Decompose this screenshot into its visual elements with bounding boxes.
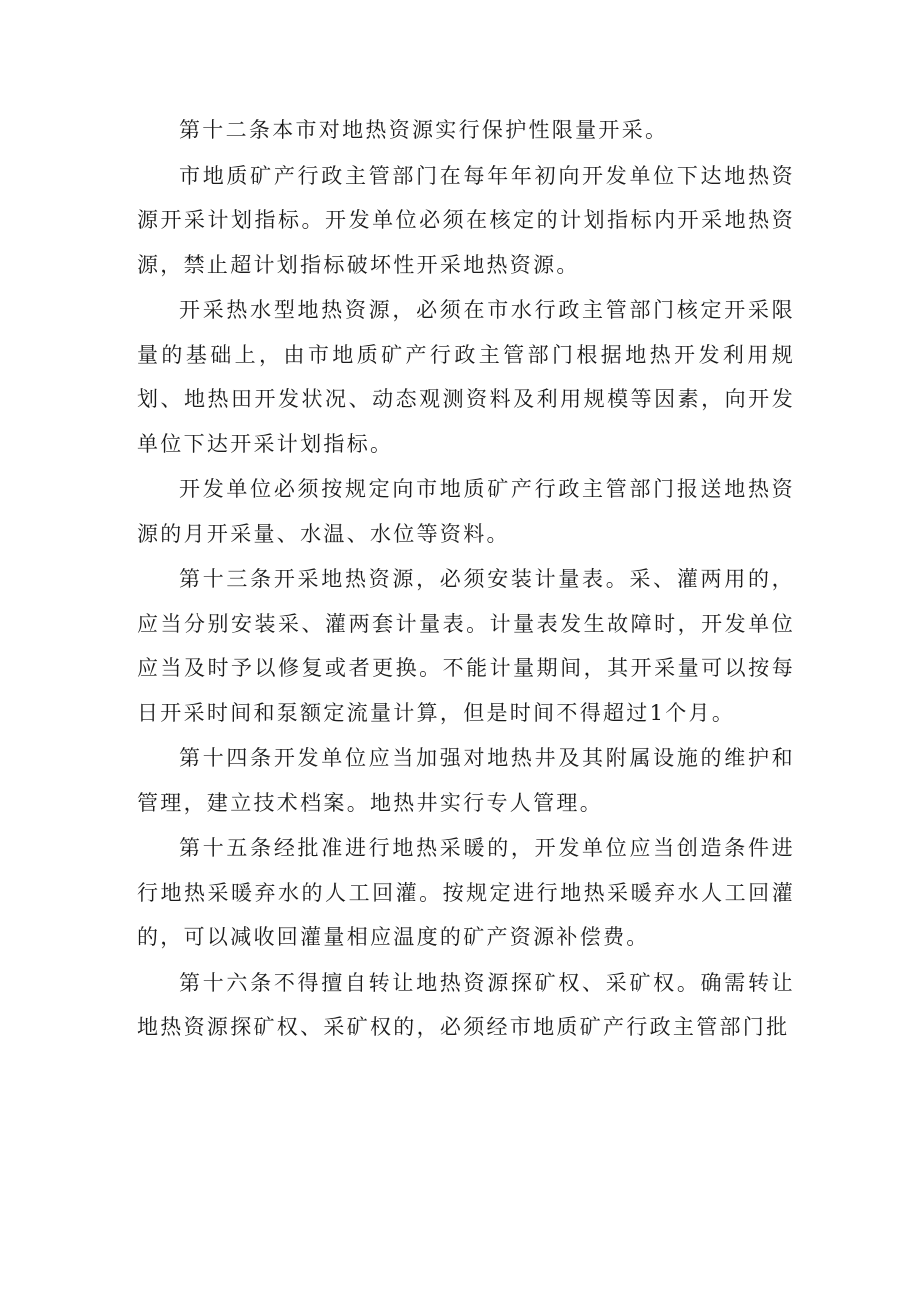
paragraph-hot-water-limit: 开采热水型地热资源，必须在市水行政主管部门核定开采限量的基础上，由市地质矿产行政主管部门根据地热开发利用规划、地热田开发状况、动态观测资料及利用规模等因素，向开发单位下达开采计划指标。 bbox=[137, 298, 795, 456]
paragraph-article-16: 第十六条不得擅自转让地热资源探矿权、采矿权。确需转让地热资源探矿权、采矿权的，必须经市地质矿产行政主管部门批 bbox=[137, 970, 795, 1039]
document-body bbox=[137, 108, 795, 1050]
paragraph-article-13: 第十三条开采地热资源，必须安装计量表。采、灌两用的，应当分别安装采、灌两套计量表。计量表发生故障时，开发单位应当及时予以修复或者更换。不能计量期间，其开采量可以按每日开采时间和泵额定流量计算，但是时间不得超过1个月。 bbox=[137, 567, 795, 725]
paragraph-annual-plan: 市地质矿产行政主管部门在每年年初向开发单位下达地热资源开采计划指标。开发单位必须在核定的计划指标内开采地热资源，禁止超计划指标破坏性开采地热资源。 bbox=[137, 163, 795, 277]
paragraph-article-14: 第十四条开发单位应当加强对地热井及其附属设施的维护和管理，建立技术档案。地热井实行专人管理。 bbox=[137, 746, 795, 815]
paragraph-article-15: 第十五条经批准进行地热采暖的，开发单位应当创造条件进行地热采暖弃水的人工回灌。按规定进行地热采暖弃水人工回灌的，可以减收回灌量相应温度的矿产资源补偿费。 bbox=[137, 836, 795, 949]
paragraph-article-12: 第十二条本市对地热资源实行保护性限量开采。 bbox=[179, 118, 669, 142]
paragraph-monthly-report: 开发单位必须按规定向市地质矿产行政主管部门报送地热资源的月开采量、水温、水位等资料。 bbox=[137, 477, 795, 546]
